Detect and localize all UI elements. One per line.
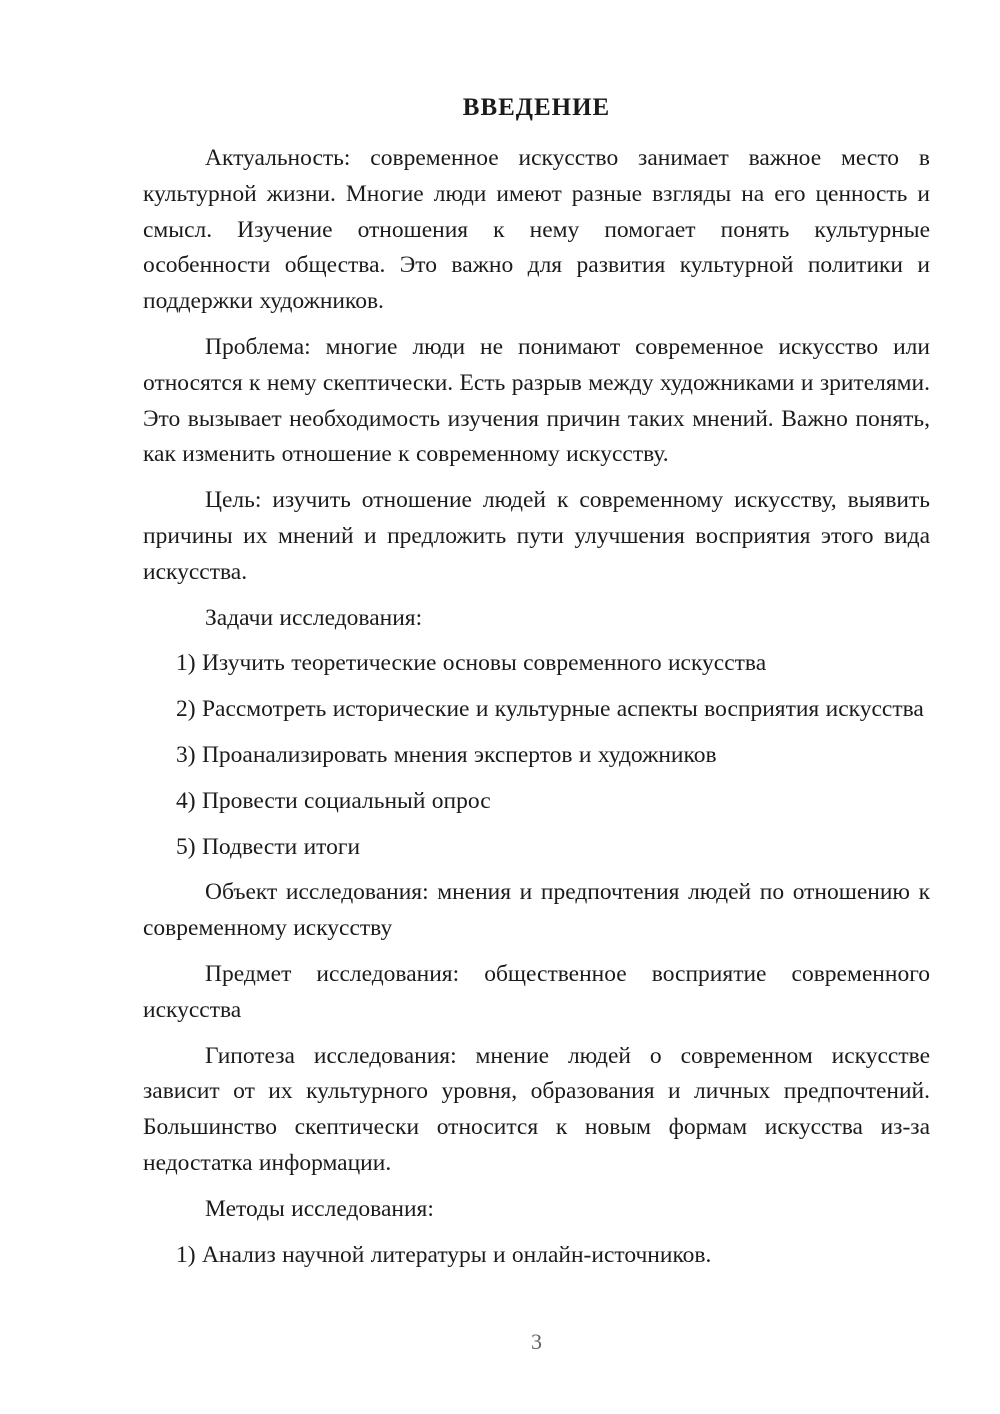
paragraph-relevance: Актуальность: современное искусство занимает важное место в культурной жизни. Многие люди имеют разные взгляды на его ценность и смысл. Изучение отношения к нему помогает понять культурные особенности общества. Это важно для развития культурной политики и поддержки художников. bbox=[143, 145, 930, 315]
method-item-1: 1) Анализ научной литературы и онлайн-источников. bbox=[176, 1241, 712, 1268]
document-content bbox=[143, 90, 930, 1283]
tasks-label: Задачи исследования: bbox=[205, 604, 423, 631]
page-number: 3 bbox=[531, 1329, 542, 1354]
task-item-1: 1) Изучить теоретические основы современного искусства bbox=[176, 650, 767, 677]
document-title: ВВЕДЕНИЕ bbox=[462, 94, 611, 121]
paragraph-goal: Цель: изучить отношение людей к современному искусству, выявить причины их мнений и предложить пути улучшения восприятия этого вида искусства. bbox=[143, 487, 930, 585]
paragraph-problem: Проблема: многие люди не понимают современное искусство или относятся к нему скептически. Есть разрыв между художниками и зрителями. Это вызывает необходимость изучения причин таких мнений. Важно понять, как изменить отношение к современному искусству. bbox=[143, 333, 930, 468]
paragraph-object: Объект исследования: мнения и предпочтения людей по отношению к современному искусству bbox=[143, 879, 930, 942]
task-item-2: 2) Рассмотреть исторические и культурные аспекты восприятия искусства bbox=[176, 696, 924, 723]
task-item-5: 5) Подвести итоги bbox=[176, 833, 361, 860]
paragraph-hypothesis: Гипотеза исследования: мнение людей о современном искусстве зависит от их культурного уровня, образования и личных предпочтений. Большинство скептически относится к новым формам искусства из-за недостатка информации. bbox=[143, 1042, 930, 1176]
methods-label: Методы исследования: bbox=[205, 1195, 434, 1222]
paragraph-subject: Предмет исследования: общественное восприятие современного искусства bbox=[143, 960, 930, 1023]
task-item-3: 3) Проанализировать мнения экспертов и художников bbox=[176, 741, 717, 768]
task-item-4: 4) Провести социальный опрос bbox=[176, 787, 491, 814]
